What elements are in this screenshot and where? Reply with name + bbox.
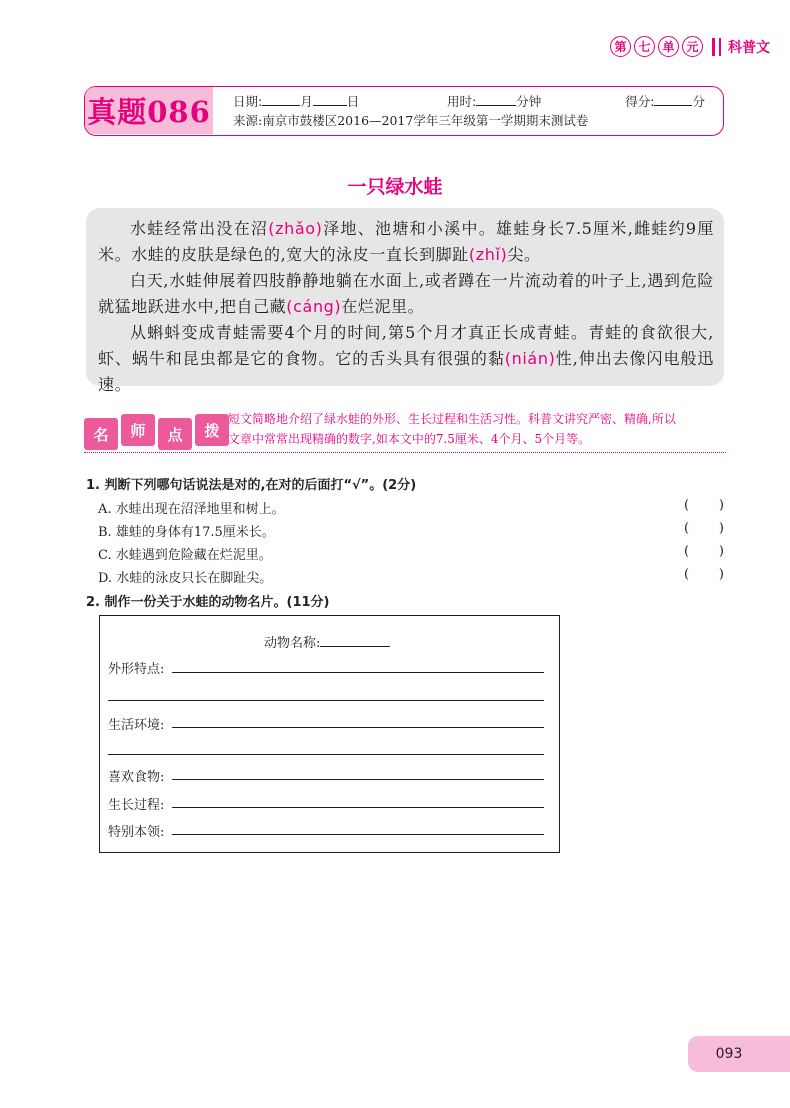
date-field: [233, 92, 359, 110]
skill-line[interactable]: [172, 834, 544, 835]
time-field: [447, 92, 541, 110]
divider: [719, 38, 721, 56]
paren-close: ): [718, 498, 724, 513]
animal-name-blank[interactable]: [320, 635, 390, 647]
unit-char: 七: [634, 36, 655, 57]
pinyin: (cáng): [286, 297, 342, 316]
teacher-tip-label: [84, 414, 229, 446]
exam-header: [84, 86, 724, 136]
option-b: B. 雄蛙的身体有17.5厘米长。: [98, 525, 275, 540]
option-d: D. 水蛙的泳皮只长在脚趾尖。: [98, 571, 273, 586]
answer-paren-b[interactable]: [684, 521, 724, 536]
exam-title: 真题086: [85, 87, 213, 134]
question-2: 2. 制作一份关于水蛙的动物名片。(11分): [86, 595, 330, 610]
option-a: A. 水蛙出现在沼泽地里和树上。: [98, 502, 285, 517]
teacher-tip-text: [228, 409, 726, 449]
answer-paren-d[interactable]: [684, 567, 724, 582]
animal-card: [99, 615, 560, 853]
date-label: 日期:: [233, 94, 263, 109]
unit-char: 第: [610, 36, 631, 57]
time-label: 用时:: [447, 94, 477, 109]
text: 泽地、池塘和小溪中。雄蛙身长7.5厘米,雌蛙约9厘米。水蛙的皮肤是绿色的,宽大的泳皮一直长到脚趾: [98, 219, 714, 264]
pinyin: (zhǐ): [468, 245, 508, 264]
score-field: [625, 92, 705, 110]
paren-close: ): [718, 544, 724, 559]
article-title: 一只绿水蛙: [347, 176, 443, 198]
paragraph: [98, 216, 714, 268]
tip-char: 点: [158, 418, 192, 450]
genre-label: 科普文: [728, 39, 770, 56]
habitat-label: 生活环境:: [108, 718, 165, 733]
option-c: C. 水蛙遇到危险藏在烂泥里。: [98, 548, 272, 563]
minute-label: 分钟: [516, 94, 542, 109]
dotted-divider: [84, 452, 726, 453]
text: 白天,水蛙伸展着四肢静静地躺在水面上,或者蹲在一片流动着的叶子上,遇到危险就猛地跃进水中,把自己藏: [98, 271, 714, 316]
text: 在烂泥里。: [341, 297, 425, 316]
source-line: 来源:南京市鼓楼区2016—2017学年三年级第一学期期末测试卷: [233, 113, 589, 128]
score-label: 得分:: [625, 94, 655, 109]
divider: [712, 38, 715, 56]
paren-close: ): [718, 521, 724, 536]
page-number: 093: [688, 1036, 790, 1072]
score-unit: 分: [692, 94, 705, 109]
paren-open: (: [684, 567, 690, 582]
text: 从蝌蚪变成青蛙需要4个月的时间,第5个月才真正长成青蛙。青蛙的食欲很大,虾、蜗牛和昆虫都是它的食物。它的舌头具有很强的黏: [98, 323, 714, 368]
growth-label: 生长过程:: [108, 798, 165, 813]
tip-line: 短文简略地介绍了绿水蛙的外形、生长过程和生活习性。科普文讲究严密、精确,所以: [228, 412, 676, 426]
paren-open: (: [684, 521, 690, 536]
text: 尖。: [507, 245, 541, 264]
question-1: 1. 判断下列哪句话说法是对的,在对的后面打“√”。(2分): [86, 478, 417, 493]
pinyin: (nián): [504, 349, 556, 368]
tip-char: 拨: [195, 414, 229, 446]
pinyin: (zhǎo): [268, 219, 323, 238]
answer-paren-c[interactable]: [684, 544, 724, 559]
appearance-line[interactable]: [172, 672, 544, 673]
appearance-line-2[interactable]: [108, 700, 544, 701]
paren-open: (: [684, 498, 690, 513]
unit-char: 元: [682, 36, 703, 57]
paren-open: (: [684, 544, 690, 559]
reading-passage: [86, 208, 724, 394]
card-title: [264, 632, 390, 651]
habitat-line[interactable]: [172, 727, 544, 728]
paragraph: [98, 320, 714, 398]
text: 水蛙经常出没在沼: [130, 219, 269, 238]
animal-name-label: 动物名称:: [264, 636, 321, 651]
paragraph: [98, 268, 714, 320]
unit-char: 单: [658, 36, 679, 57]
paren-close: ): [718, 567, 724, 582]
text: 性,伸出去像闪电般迅速。: [98, 349, 715, 394]
month-blank[interactable]: [262, 94, 300, 106]
habitat-line-2[interactable]: [108, 754, 544, 755]
score-blank[interactable]: [654, 94, 692, 106]
food-line[interactable]: [172, 779, 544, 780]
month-label: 月: [300, 94, 313, 109]
day-label: 日: [346, 94, 360, 109]
day-blank[interactable]: [313, 94, 347, 106]
tip-char: 师: [121, 414, 155, 446]
answer-paren-a[interactable]: [684, 498, 724, 513]
time-blank[interactable]: [476, 94, 516, 106]
skill-label: 特别本领:: [108, 825, 165, 840]
tip-char: 名: [84, 418, 118, 450]
tip-line: 文章中常常出现精确的数字,如本文中的7.5厘米、4个月、5个月等。: [228, 432, 591, 446]
food-label: 喜欢食物:: [108, 770, 165, 785]
unit-tag: [610, 36, 770, 57]
appearance-label: 外形特点:: [108, 662, 165, 677]
growth-line[interactable]: [172, 807, 544, 808]
